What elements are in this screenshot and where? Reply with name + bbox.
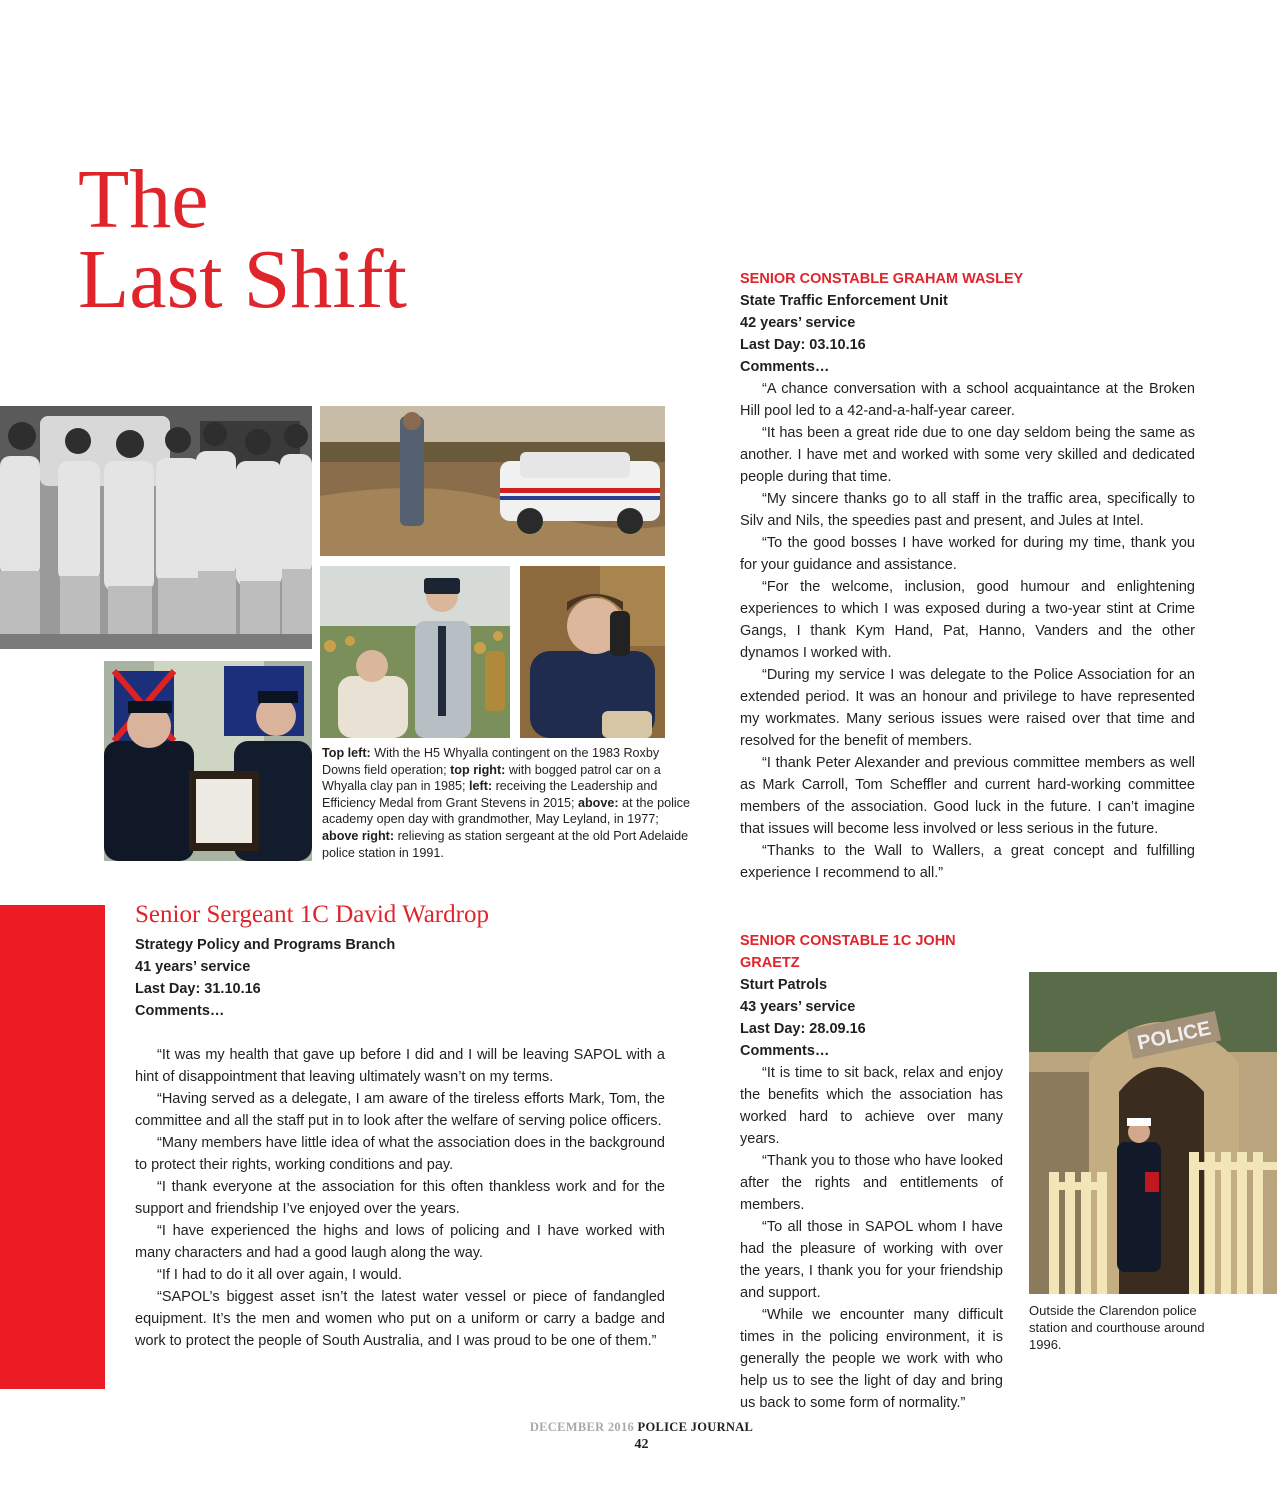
wardrop-paragraph: “I have experienced the highs and lows of policing and I have worked with many characters and had a good laugh along the way. — [135, 1223, 665, 1261]
wardrop-paragraph: “I thank everyone at the association for this often thankless work and for the support and friendship I’ve enjoyed over the years. — [135, 1179, 665, 1217]
wasley-section — [740, 268, 1195, 884]
wasley-paragraph: “Thanks to the Wall to Wallers, a great concept and fulfilling experience I recommend to all.” — [740, 843, 1195, 881]
caption-label-top-left: Top left: — [322, 746, 371, 760]
wasley-name: SENIOR CONSTABLE GRAHAM WASLEY — [740, 271, 1024, 287]
graetz-name: SENIOR CONSTABLE 1C JOHN GRAETZ — [740, 933, 956, 971]
wardrop-paragraph: “SAPOL’s biggest asset isn’t the latest water vessel or piece of fandangled equipment. It’s the men and women who put on a uniform or carry a badge and work to protect the people of South Australia, and I was proud to be one of them.” — [135, 1289, 665, 1349]
caption-label-top-right: top right: — [450, 762, 506, 777]
caption-text-top-right: with bogged patrol car on a Whyalla clay pan in 1985; — [322, 762, 661, 794]
graetz-last-day: Last Day: 28.09.16 — [740, 1021, 866, 1037]
footer-masthead — [0, 1420, 1277, 1435]
footer-month: DECEMBER 2016 — [529, 1420, 635, 1434]
caption-text-above-right: relieving as station sergeant at the old Port Adelaide police station in 1991. — [322, 828, 689, 860]
caption-label-left: left: — [469, 779, 493, 794]
graetz-paragraph: “While we encounter many difficult times in the policing environment, it is generally the people we work with who help us to see the light of day and bring us back to some form of normality.” — [740, 1307, 1003, 1411]
wasley-paragraph: “A chance conversation with a school acquaintance at the Broken Hill pool led to a 42-and-a-half-year career. — [740, 381, 1195, 419]
graetz-comments-label: Comments… — [740, 1043, 830, 1059]
clarendon-station-photo — [1029, 972, 1277, 1294]
wardrop-paragraph: “If I had to do it all over again, I would. — [157, 1267, 403, 1283]
graetz-unit: Sturt Patrols — [740, 977, 828, 993]
clarendon-photo-caption: Outside the Clarendon police station and courthouse around 1996. — [1029, 1303, 1205, 1352]
wardrop-comments-label: Comments… — [135, 1003, 225, 1019]
graetz-service: 43 years’ service — [740, 999, 856, 1015]
caption-text-top-left: With the H5 Whyalla contingent on the 1983 Roxby Downs field operation; — [322, 746, 660, 777]
medal-ceremony-photo — [104, 661, 312, 861]
wardrop-service: 41 years’ service — [135, 959, 251, 975]
graetz-paragraph: “It is time to sit back, relax and enjoy the benefits which the association has worked hard to achieve over many years. — [740, 1065, 1003, 1147]
caption-text-left: receiving the Leadership and Efficiency Medal from Grant Stevens in 2015; — [322, 779, 658, 810]
wardrop-name: Senior Sergeant 1C David Wardrop — [135, 901, 489, 928]
wardrop-section — [135, 900, 665, 1352]
wasley-service: 42 years’ service — [740, 315, 856, 331]
wasley-last-day: Last Day: 03.10.16 — [740, 337, 866, 353]
photo-caption — [322, 745, 692, 861]
wardrop-paragraph: “Having served as a delegate, I am aware of the tireless efforts Mark, Tom, the committee and all the staff put in to look after the welfare of serving police officers. — [135, 1091, 665, 1129]
bogged-car-photo — [320, 406, 665, 556]
graetz-paragraph: “Thank you to those who have looked after the rights and entitlements of members. — [740, 1153, 1004, 1213]
page-footer — [0, 1420, 1277, 1453]
station-sergeant-photo — [520, 566, 665, 738]
academy-open-day-photo — [320, 566, 510, 738]
footer-journal-name: POLICE JOURNAL — [637, 1420, 754, 1434]
wardrop-paragraph: “It was my health that gave up before I did and I will be leaving SAPOL with a hint of disappointment that leaving ultimately wasn’t on my terms. — [135, 1047, 665, 1085]
wasley-paragraph: “My sincere thanks go to all staff in the traffic area, specifically to Silv and Nils, the speedies past and present, and Jules at Intel. — [740, 491, 1195, 529]
wasley-paragraph: “It has been a great ride due to one day seldom being the same as another. I have met and worked with some very skilled and dedicated people during that time. — [740, 425, 1195, 485]
caption-label-above: above: — [577, 795, 619, 810]
wasley-paragraph: “For the welcome, inclusion, good humour and enlightening experiences to which I was exposed during a two-year stint at Crime Gangs, I thank Kym Hand, Pat, Hanno, Vanders and the other dynamos I worked with. — [740, 579, 1195, 661]
wasley-paragraph: “To the good bosses I have worked for during my time, thank you for your guidance and assistance. — [740, 535, 1195, 573]
wasley-paragraph: “During my service I was delegate to the Police Association for an extended period. It was an honour and privilege to have represented my workmates. Many serious issues were raised over that time and resolved for the benefit of members. — [740, 667, 1195, 749]
wardrop-paragraph: “Many members have little idea of what the association does in the background to protect their rights, working conditions and pay. — [135, 1135, 665, 1173]
group-photo — [0, 406, 312, 649]
red-accent-bar — [0, 905, 105, 1389]
wasley-paragraph: “I thank Peter Alexander and previous committee members as well as Mark Carroll, Tom Scheffler and current hard-working committee members of the association. Good luck in the future. I can’t imagine that issues will become less involved or less serious in the future. — [740, 755, 1195, 837]
graetz-section — [740, 930, 1003, 1414]
wardrop-unit: Strategy Policy and Programs Branch — [135, 937, 396, 953]
caption-label-above-right: above right: — [322, 828, 395, 843]
wasley-unit: State Traffic Enforcement Unit — [740, 293, 948, 309]
wardrop-last-day: Last Day: 31.10.16 — [135, 981, 261, 997]
wasley-comments-label: Comments… — [740, 359, 830, 375]
graetz-paragraph: “To all those in SAPOL whom I have had the pleasure of working with over the years, I thank you for your friendship and support. — [740, 1219, 1003, 1301]
caption-text-above: at the police academy open day with grandmother, May Leyland, in 1977; — [322, 795, 690, 827]
page-number: 42 — [634, 1437, 649, 1452]
title-line-1: The — [78, 153, 209, 246]
police-sign-text: POLICE — [1135, 1017, 1213, 1055]
title-line-2: Last Shift — [78, 233, 407, 326]
page-title — [78, 153, 407, 326]
